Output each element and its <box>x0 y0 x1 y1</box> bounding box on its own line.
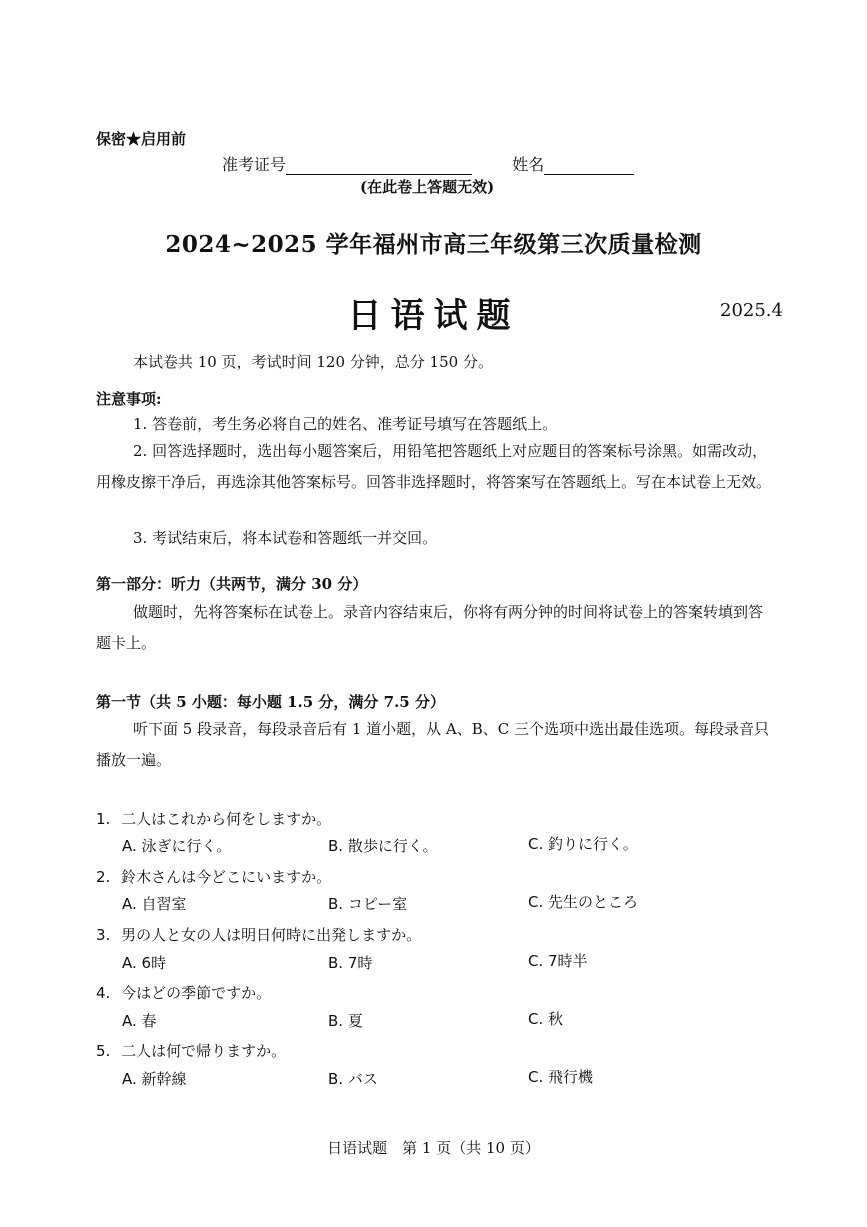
page-footer: 日语试题 第 1 页（共 10 页） <box>327 1139 540 1157</box>
question-text: 二人はこれから何をしますか。 <box>121 810 332 828</box>
note-item: 2. 回答选择题时，选出每小题答案后，用铅笔把答题纸上对应题目的答案标号涂黑。如需改动，用橡皮擦干净后，再选涂其他答案标号。回答非选择题时，将答案写在答题纸上。写在本试卷上无效。 <box>96 442 772 491</box>
option-b: B. 散歩に行く。 <box>328 837 438 855</box>
question-text: 鈴木さんは今どこにいますか。 <box>121 868 332 886</box>
confidential-label: 保密★启用前 <box>96 130 187 148</box>
option-b: B. 夏 <box>328 1012 363 1030</box>
question-2 <box>96 866 331 887</box>
option-a: A. 新幹線 <box>122 1070 187 1088</box>
note-item: 1. 答卷前，考生务必将自己的姓名、准考证号填写在答题纸上。 <box>133 415 558 433</box>
option-c: C. 7時半 <box>528 952 588 970</box>
note-item: 3. 考试结束后，将本试卷和答题纸一并交回。 <box>133 529 438 547</box>
name-blank <box>544 158 634 175</box>
option-c: C. 先生のところ <box>528 893 639 911</box>
option-c: C. 飛行機 <box>528 1068 594 1086</box>
name-label: 姓名 <box>512 155 545 174</box>
option-b: B. コピー室 <box>328 895 408 913</box>
section1-description: 听下面 5 段录音，每段录音后有 1 道小题，从 A、B、C 三个选项中选出最佳选项。每段录音只播放一遍。 <box>96 720 770 769</box>
exam-id-label: 准考证号 <box>222 155 287 174</box>
question-5 <box>96 1040 286 1061</box>
subject-title: 日语试题 <box>347 296 520 336</box>
exam-date: 2025.4 <box>720 300 783 321</box>
question-1 <box>96 808 331 829</box>
question-number: 5. <box>96 1042 111 1060</box>
invalid-note: (在此卷上答题无效) <box>360 178 495 196</box>
question-number: 3. <box>96 926 111 944</box>
question-4 <box>96 982 271 1003</box>
option-b: B. バス <box>328 1070 378 1088</box>
option-a: A. 泳ぎに行く。 <box>122 837 232 855</box>
option-a: A. 自習室 <box>122 895 187 913</box>
candidate-info-row <box>222 152 634 175</box>
part1-description: 做题时，先将答案标在试卷上。录音内容结束后，你将有两分钟的时间将试卷上的答案转填到答题卡上。 <box>96 603 764 652</box>
exam-id-blank <box>286 158 472 175</box>
option-c: C. 秋 <box>528 1010 564 1028</box>
option-c: C. 釣りに行く。 <box>528 835 638 853</box>
question-number: 1. <box>96 810 111 828</box>
question-text: 二人は何で帰りますか。 <box>121 1042 287 1060</box>
question-3 <box>96 924 421 945</box>
section1-heading: 第一节（共 5 小题：每小题 1.5 分，满分 7.5 分） <box>96 693 445 711</box>
question-number: 2. <box>96 868 111 886</box>
question-text: 男の人と女の人は明日何時に出発しますか。 <box>121 926 422 944</box>
intro-text: 本试卷共 10 页，考试时间 120 分钟，总分 150 分。 <box>133 353 493 371</box>
option-a: A. 6時 <box>122 954 167 972</box>
option-a: A. 春 <box>122 1012 157 1030</box>
part1-heading: 第一部分：听力（共两节，满分 30 分） <box>96 575 368 593</box>
question-number: 4. <box>96 984 111 1002</box>
exam-title: 2024~2025 学年福州市高三年级第三次质量检测 <box>165 231 702 258</box>
question-text: 今はどの季節ですか。 <box>121 984 272 1002</box>
notes-heading: 注意事项: <box>96 390 162 408</box>
option-b: B. 7時 <box>328 954 373 972</box>
